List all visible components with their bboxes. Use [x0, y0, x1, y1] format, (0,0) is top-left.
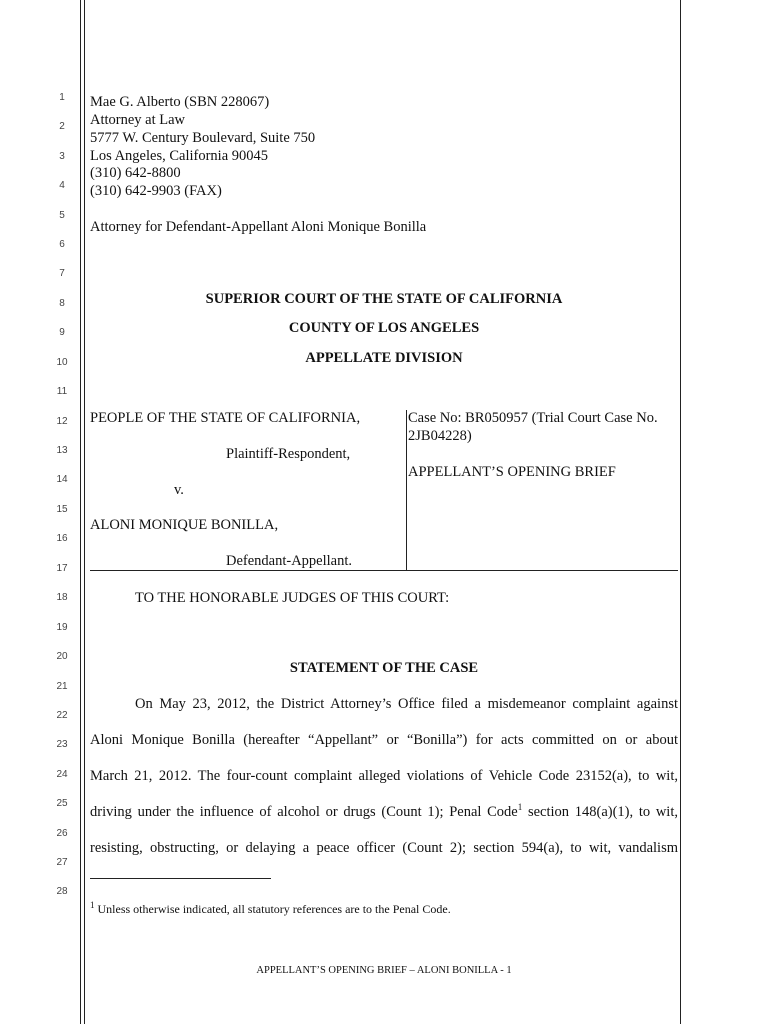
left-margin-rule-outer — [80, 0, 81, 1024]
line-number: 8 — [59, 298, 65, 309]
line-number: 22 — [56, 710, 68, 721]
attorney-city: Los Angeles, California 90045 — [90, 148, 269, 164]
paragraph-text: driving under the influence of alcohol or drugs (Count 1); Penal Code — [90, 804, 518, 820]
document-title: APPELLANT’S OPENING BRIEF — [408, 464, 616, 480]
attorney-street: 5777 W. Century Boulevard, Suite 750 — [90, 130, 316, 146]
line-number: 25 — [56, 798, 68, 809]
line-number: 2 — [59, 121, 65, 132]
line-number: 27 — [56, 857, 68, 868]
caption-bottom-rule — [90, 570, 678, 571]
line-number: 28 — [56, 886, 68, 897]
paragraph-line: March 21, 2012. The four-count complaint alleged violations of Vehicle Code 23152(a), to wit, — [90, 768, 678, 784]
plaintiff-name: PEOPLE OF THE STATE OF CALIFORNIA, — [90, 410, 361, 426]
plaintiff-role: Plaintiff-Respondent, — [226, 446, 351, 462]
line-number: 24 — [56, 769, 68, 780]
line-number: 19 — [56, 622, 68, 633]
attorney-representing: Attorney for Defendant-Appellant Aloni Monique Bonilla — [90, 219, 427, 235]
footnote-text: Unless otherwise indicated, all statutory references are to the Penal Code. — [94, 902, 451, 916]
paragraph-line: Aloni Monique Bonilla (hereafter “Appellant” or “Bonilla”) for acts committed on or about — [90, 732, 678, 748]
line-number: 7 — [59, 268, 65, 279]
line-number: 15 — [56, 504, 68, 515]
versus: v. — [174, 482, 184, 498]
line-number: 1 — [59, 92, 65, 103]
case-number: Case No: BR050957 (Trial Court Case No. — [408, 410, 658, 426]
court-county: COUNTY OF LOS ANGELES — [288, 320, 480, 336]
attorney-name: Mae G. Alberto (SBN 228067) — [90, 94, 270, 110]
page-footer: APPELLANT’S OPENING BRIEF – ALONI BONILLA - 1 — [256, 965, 512, 976]
line-number: 3 — [59, 151, 65, 162]
line-number: 16 — [56, 533, 68, 544]
paragraph-line: On May 23, 2012, the District Attorney’s Office filed a misdemeanor complaint against — [135, 696, 678, 712]
defendant-role: Defendant-Appellant. — [226, 553, 353, 569]
line-number: 4 — [59, 180, 65, 191]
footnote-separator — [90, 878, 271, 879]
salutation: TO THE HONORABLE JUDGES OF THIS COURT: — [135, 590, 450, 606]
attorney-phone: (310) 642-8800 — [90, 165, 181, 181]
line-number: 12 — [56, 416, 68, 427]
section-heading: STATEMENT OF THE CASE — [289, 660, 479, 676]
footnote — [90, 902, 451, 917]
line-number: 6 — [59, 239, 65, 250]
paragraph-line — [90, 804, 678, 821]
line-number: 5 — [59, 210, 65, 221]
line-number: 11 — [56, 386, 68, 397]
paragraph-text: section 148(a)(1), to wit, — [522, 804, 678, 820]
line-number: 10 — [56, 357, 68, 368]
footnote-marker: 1 — [90, 900, 95, 910]
line-number: 23 — [56, 739, 68, 750]
left-margin-rule-inner — [84, 0, 85, 1024]
line-number: 20 — [56, 651, 68, 662]
line-number: 18 — [56, 592, 68, 603]
footnote-reference[interactable]: 1 — [517, 802, 523, 813]
right-margin-rule — [680, 0, 681, 1024]
attorney-title: Attorney at Law — [90, 112, 186, 128]
line-number: 14 — [56, 474, 68, 485]
defendant-name: ALONI MONIQUE BONILLA, — [90, 517, 279, 533]
line-number: 9 — [59, 327, 65, 338]
line-number: 13 — [56, 445, 68, 456]
court-division: APPELLATE DIVISION — [305, 350, 463, 366]
attorney-fax: (310) 642-9903 (FAX) — [90, 183, 222, 199]
line-number: 21 — [56, 681, 68, 692]
line-number: 17 — [56, 563, 68, 574]
court-name: SUPERIOR COURT OF THE STATE OF CALIFORNIA — [205, 291, 563, 307]
paragraph-line: resisting, obstructing, or delaying a peace officer (Count 2); section 594(a), to wit, vandalism — [90, 840, 678, 856]
case-number-cont: 2JB04228) — [408, 428, 472, 444]
caption-vertical-divider — [406, 410, 407, 570]
line-number: 26 — [56, 828, 68, 839]
